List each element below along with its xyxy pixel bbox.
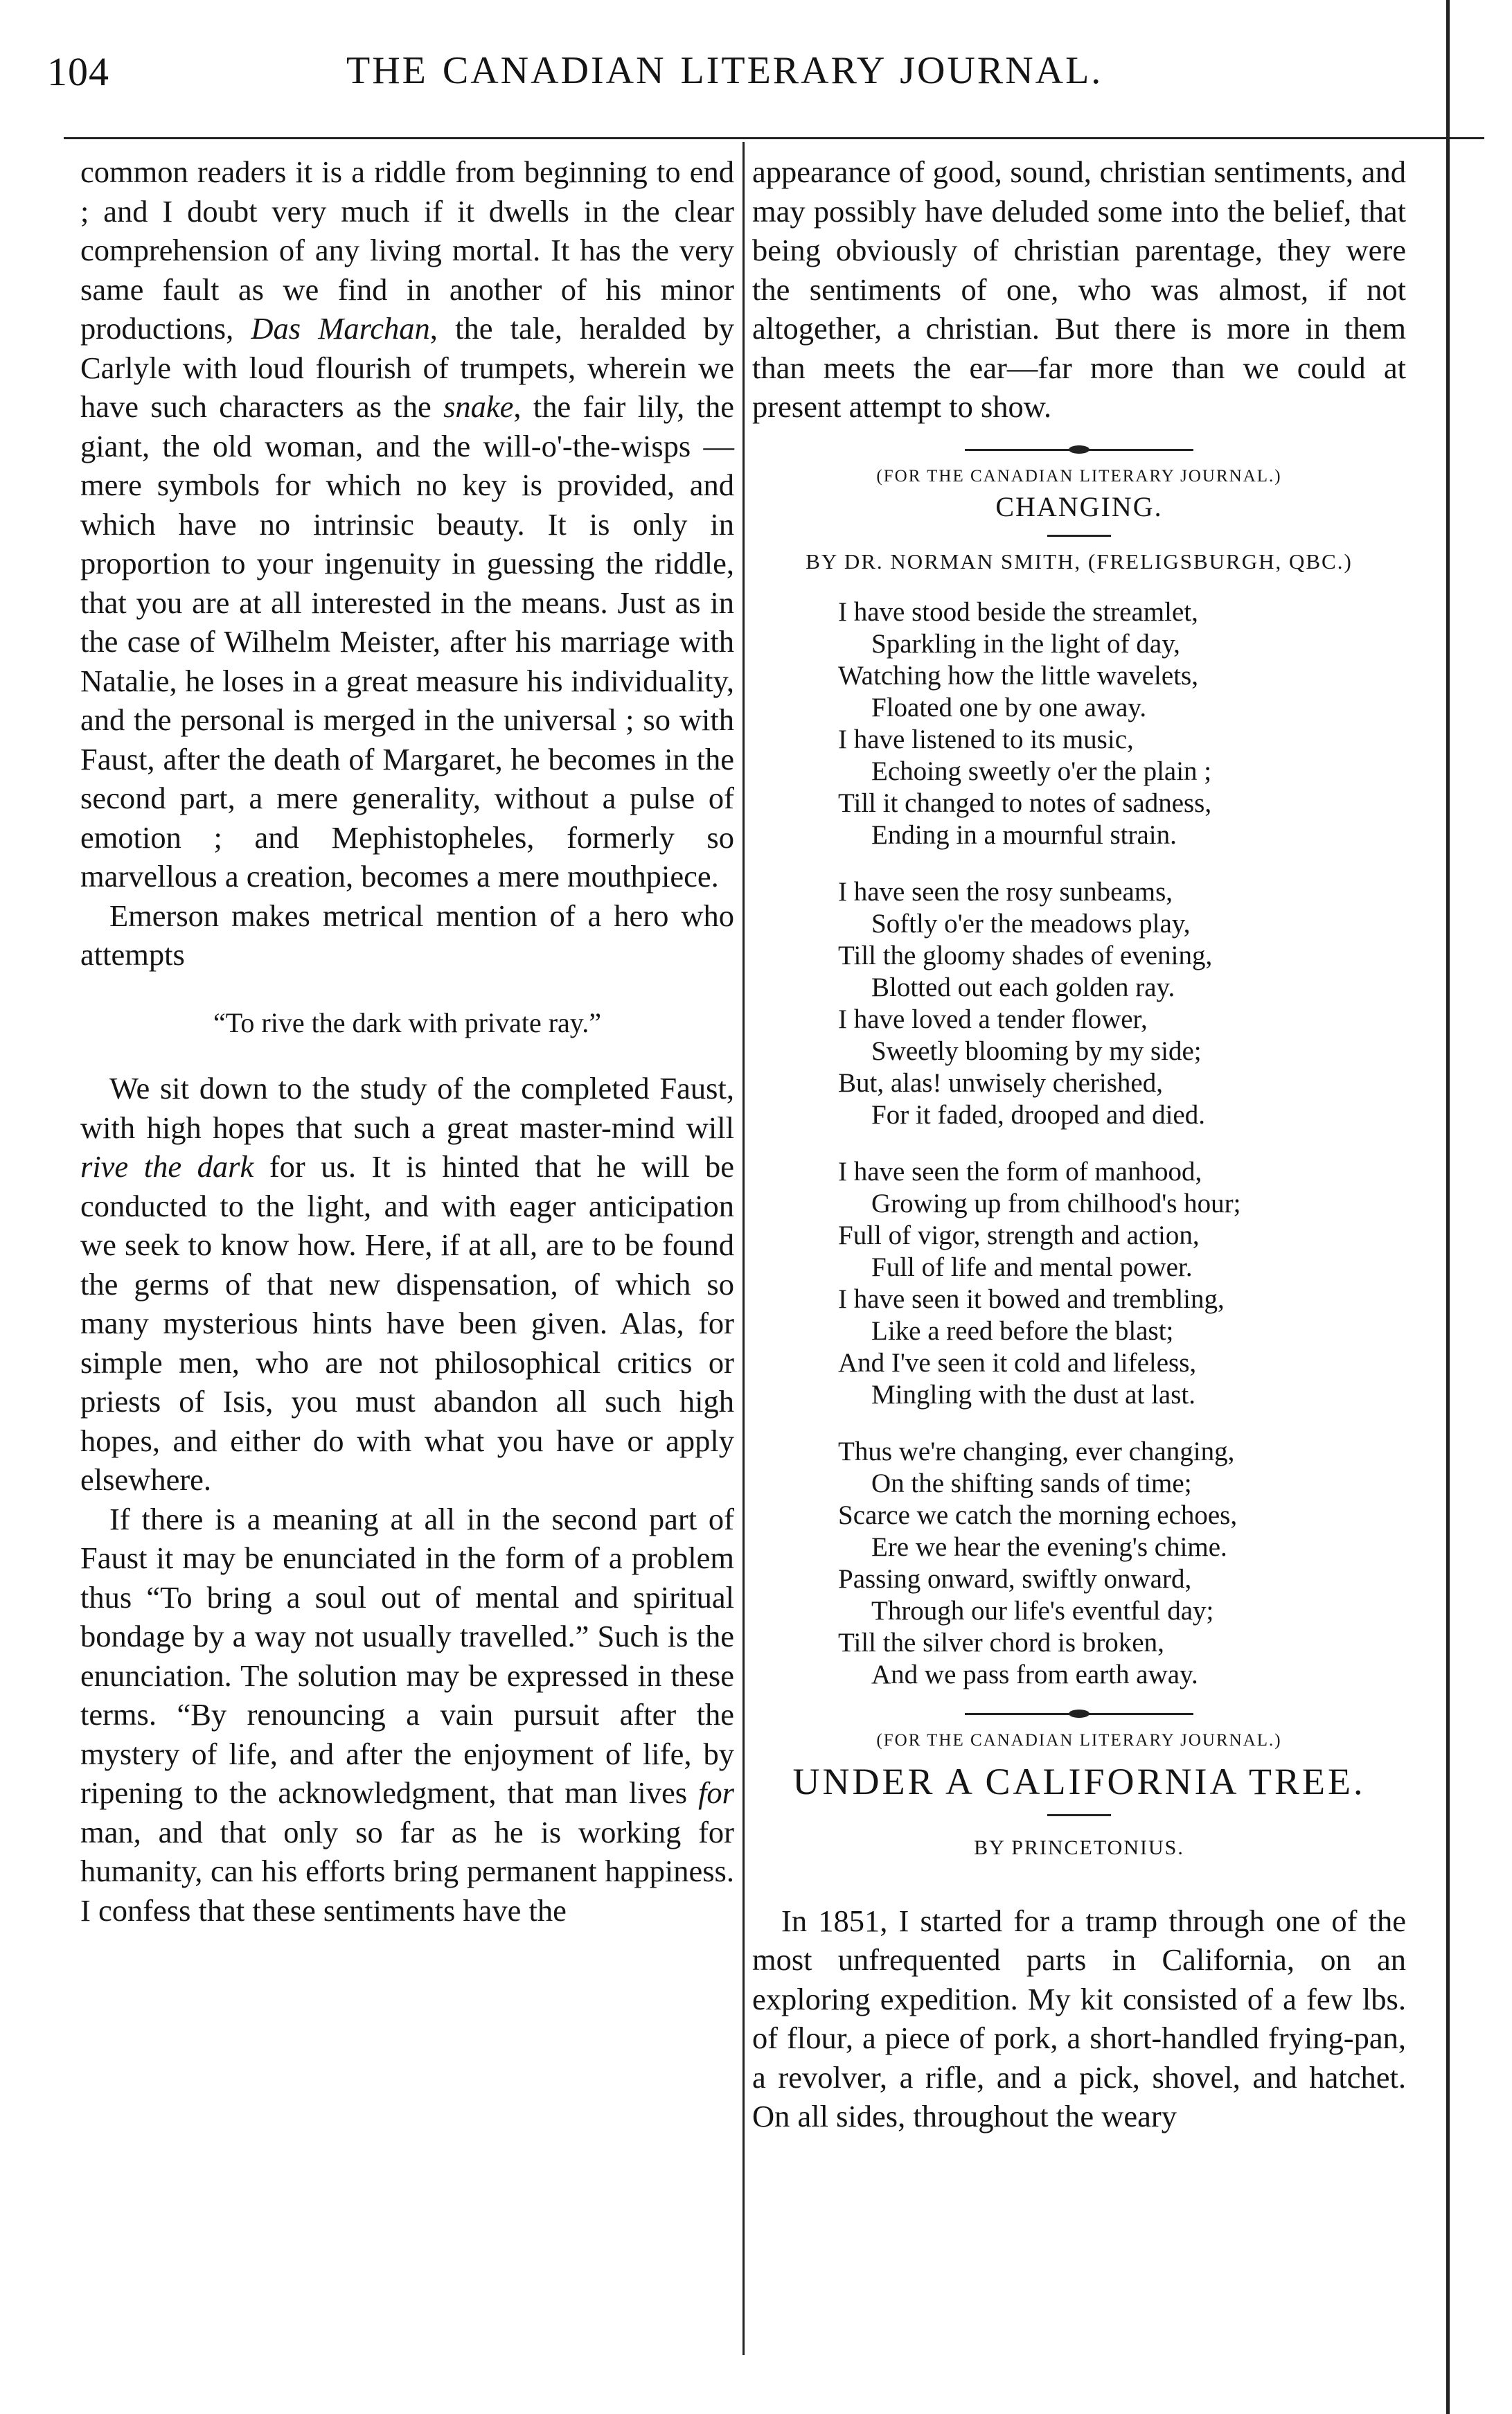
left-paragraph-1: common readers it is a riddle from beginning to end ; and I doubt very much if it dwells in the clear comprehension of any living mortal. It has the very same fault as we find in another of his minor productions, Das Marchan, the tale, heralded by Carlyle with loud flourish of trumpets, wherein we have such characters as the snake, the fair lily, the giant, the old woman, and the will-o'-the-wisps —mere symbols for which no key is provided, and which have no intrinsic beauty. It is only in proportion to your ingenuity in guessing the riddle, that you are at all interested in the means. Just as in the case of Wilhelm Meister, after his marriage with Natalie, he loses in a great measure his individuality, and the personal is merged in the universal ; so with Faust, after the death of Margaret, he becomes in the second part, a mere generality, without a pulse of emotion ; and Mephistopheles, formerly so marvellous a creation, becomes a mere mouthpiece. [80,154,735,894]
poem-line: I have stood beside the streamlet, [838,597,1198,627]
poem-line: Sweetly blooming by my side; [871,1036,1202,1066]
poem-line: Like a reed before the blast; [871,1316,1174,1346]
italic-word-for: for [698,1775,734,1810]
article-title: UNDER A CALIFORNIA TREE. [792,1761,1366,1802]
article-paragraph-1: In 1851, I started for a tramp through one of the most unfrequented parts in California, on an exploring expedition. My kit consisted of a few lbs. of flour, a piece of pork, a short-handled frying-pan, a revolver, a rifle, and a pick, shovel, and hatchet. On all sides, throughout the weary [752,1903,1406,2133]
poem-line: Floated one by one away. [871,693,1147,722]
poem-line: Till the gloomy shades of evening, [838,941,1213,970]
article-byline: BY PRINCETONIUS. [974,1836,1184,1859]
article-credit: (FOR THE CANADIAN LITERARY JOURNAL.) [876,1731,1282,1750]
poem-line: Thus we're changing, ever changing, [838,1437,1235,1466]
ornamental-rule [965,1709,1193,1719]
poem-line: And we pass from earth away. [871,1660,1198,1689]
poem-line: I have seen the rosy sunbeams, [838,877,1173,907]
title-rule [1047,1814,1111,1816]
poem-line: Echoing sweetly o'er the plain ; [871,756,1212,786]
stanza [838,1156,1406,1411]
stanza [838,596,1406,851]
poem-line: But, alas! unwisely cherished, [838,1068,1163,1098]
left-paragraph-2: Emerson makes metrical mention of a hero who attempts [80,898,734,972]
emerson-quote: “To rive the dark with private ray.” [213,1006,601,1038]
italic-word-snake: snake [443,389,514,424]
running-title: THE CANADIAN LITERARY JOURNAL. [346,49,1103,92]
poem-line: Ere we hear the evening's chime. [871,1532,1227,1562]
poem-line: Mingling with the dust at last. [871,1380,1195,1410]
right-paragraph-1: appearance of good, sound, christian sentiments, and may possibly have deluded some into the belief, that being obviously of christian parentage, they were the sentiments of one, who was almost, if not altogether, a christian. But there is more in them than meets the ear—far more than we could at present attempt to show. [752,154,1406,424]
poem-line: Full of life and mental power. [871,1252,1193,1282]
page-number: 104 [47,49,109,94]
poem-line: Till it changed to notes of sadness, [838,788,1212,818]
title-rule [1047,535,1111,537]
poem-line: Growing up from chilhood's hour; [871,1189,1241,1218]
stanza [838,876,1406,1131]
poem-line: Till the silver chord is broken, [838,1628,1164,1658]
column-divider [742,142,745,2355]
page-edge-rule [1446,0,1450,2414]
poem-line: Blotted out each golden ray. [871,973,1175,1002]
poem-line: Through our life's eventful day; [871,1596,1214,1626]
poem-credit: (FOR THE CANADIAN LITERARY JOURNAL.) [876,466,1282,486]
header-rule [64,137,1484,139]
ornamental-rule [965,445,1193,454]
stanza [838,1436,1406,1691]
poem-byline: BY DR. NORMAN SMITH, (FRELIGSBURGH, QBC.) [806,549,1353,574]
poem-line: For it faded, drooped and died. [871,1100,1205,1130]
poem-line: I have loved a tender flower, [838,1004,1148,1034]
poem-line: Passing onward, swiftly onward, [838,1564,1192,1594]
poem-line: Full of vigor, strength and action, [838,1221,1200,1250]
poem-line: And I've seen it cold and lifeless, [838,1348,1197,1378]
left-paragraph-3: We sit down to the study of the completed Faust, with high hopes that such a great master-mind will rive the dark for us. It is hinted that he will be conducted to the light, and with eager anticipation we seek to know how. Here, if at all, are to be found the germs of that new dispensation, of which so many mysterious hints have been given. Alas, for simple men, who are not philosophical critics or priests of Isis, you must abandon all such high hopes, and either do with what you have or apply elsewhere. [80,1071,734,1497]
poem-line: Watching how the little wavelets, [838,661,1198,691]
italic-phrase-rive-the-dark: rive the dark [80,1149,254,1184]
left-column [80,152,734,1930]
page-header [44,40,1430,103]
poem-line: I have seen it bowed and trembling, [838,1284,1225,1314]
poem-line: I have seen the form of manhood, [838,1157,1202,1187]
poem-line: I have listened to its music, [838,725,1134,754]
poem-line: On the shifting sands of time; [871,1468,1192,1498]
right-column [752,152,1406,2136]
poem-title: CHANGING. [995,490,1163,522]
poem-line: Sparkling in the light of day, [871,629,1180,659]
left-paragraph-4: If there is a meaning at all in the second part of Faust it may be enunciated in the form of a problem thus “To bring a soul out of mental and spiritual bondage by a way not usually travelled.” Such is the enunciation. The solution may be expressed in these terms. “By renouncing a vain pursuit after the mystery of life, and after the enjoyment of life, by ripening to the acknowledgment, that man lives for man, and that only so far as he is working for humanity, can his efforts bring permanent happiness. I confess that these sentiments have the [80,1501,734,1928]
poem-body [838,596,1406,1691]
poem-line: Ending in a mournful strain. [871,820,1177,850]
poem-line: Scarce we catch the morning echoes, [838,1500,1238,1530]
poem-line: Softly o'er the meadows play, [871,909,1191,939]
italic-title-das-marchan: Das Marchan [251,311,430,346]
